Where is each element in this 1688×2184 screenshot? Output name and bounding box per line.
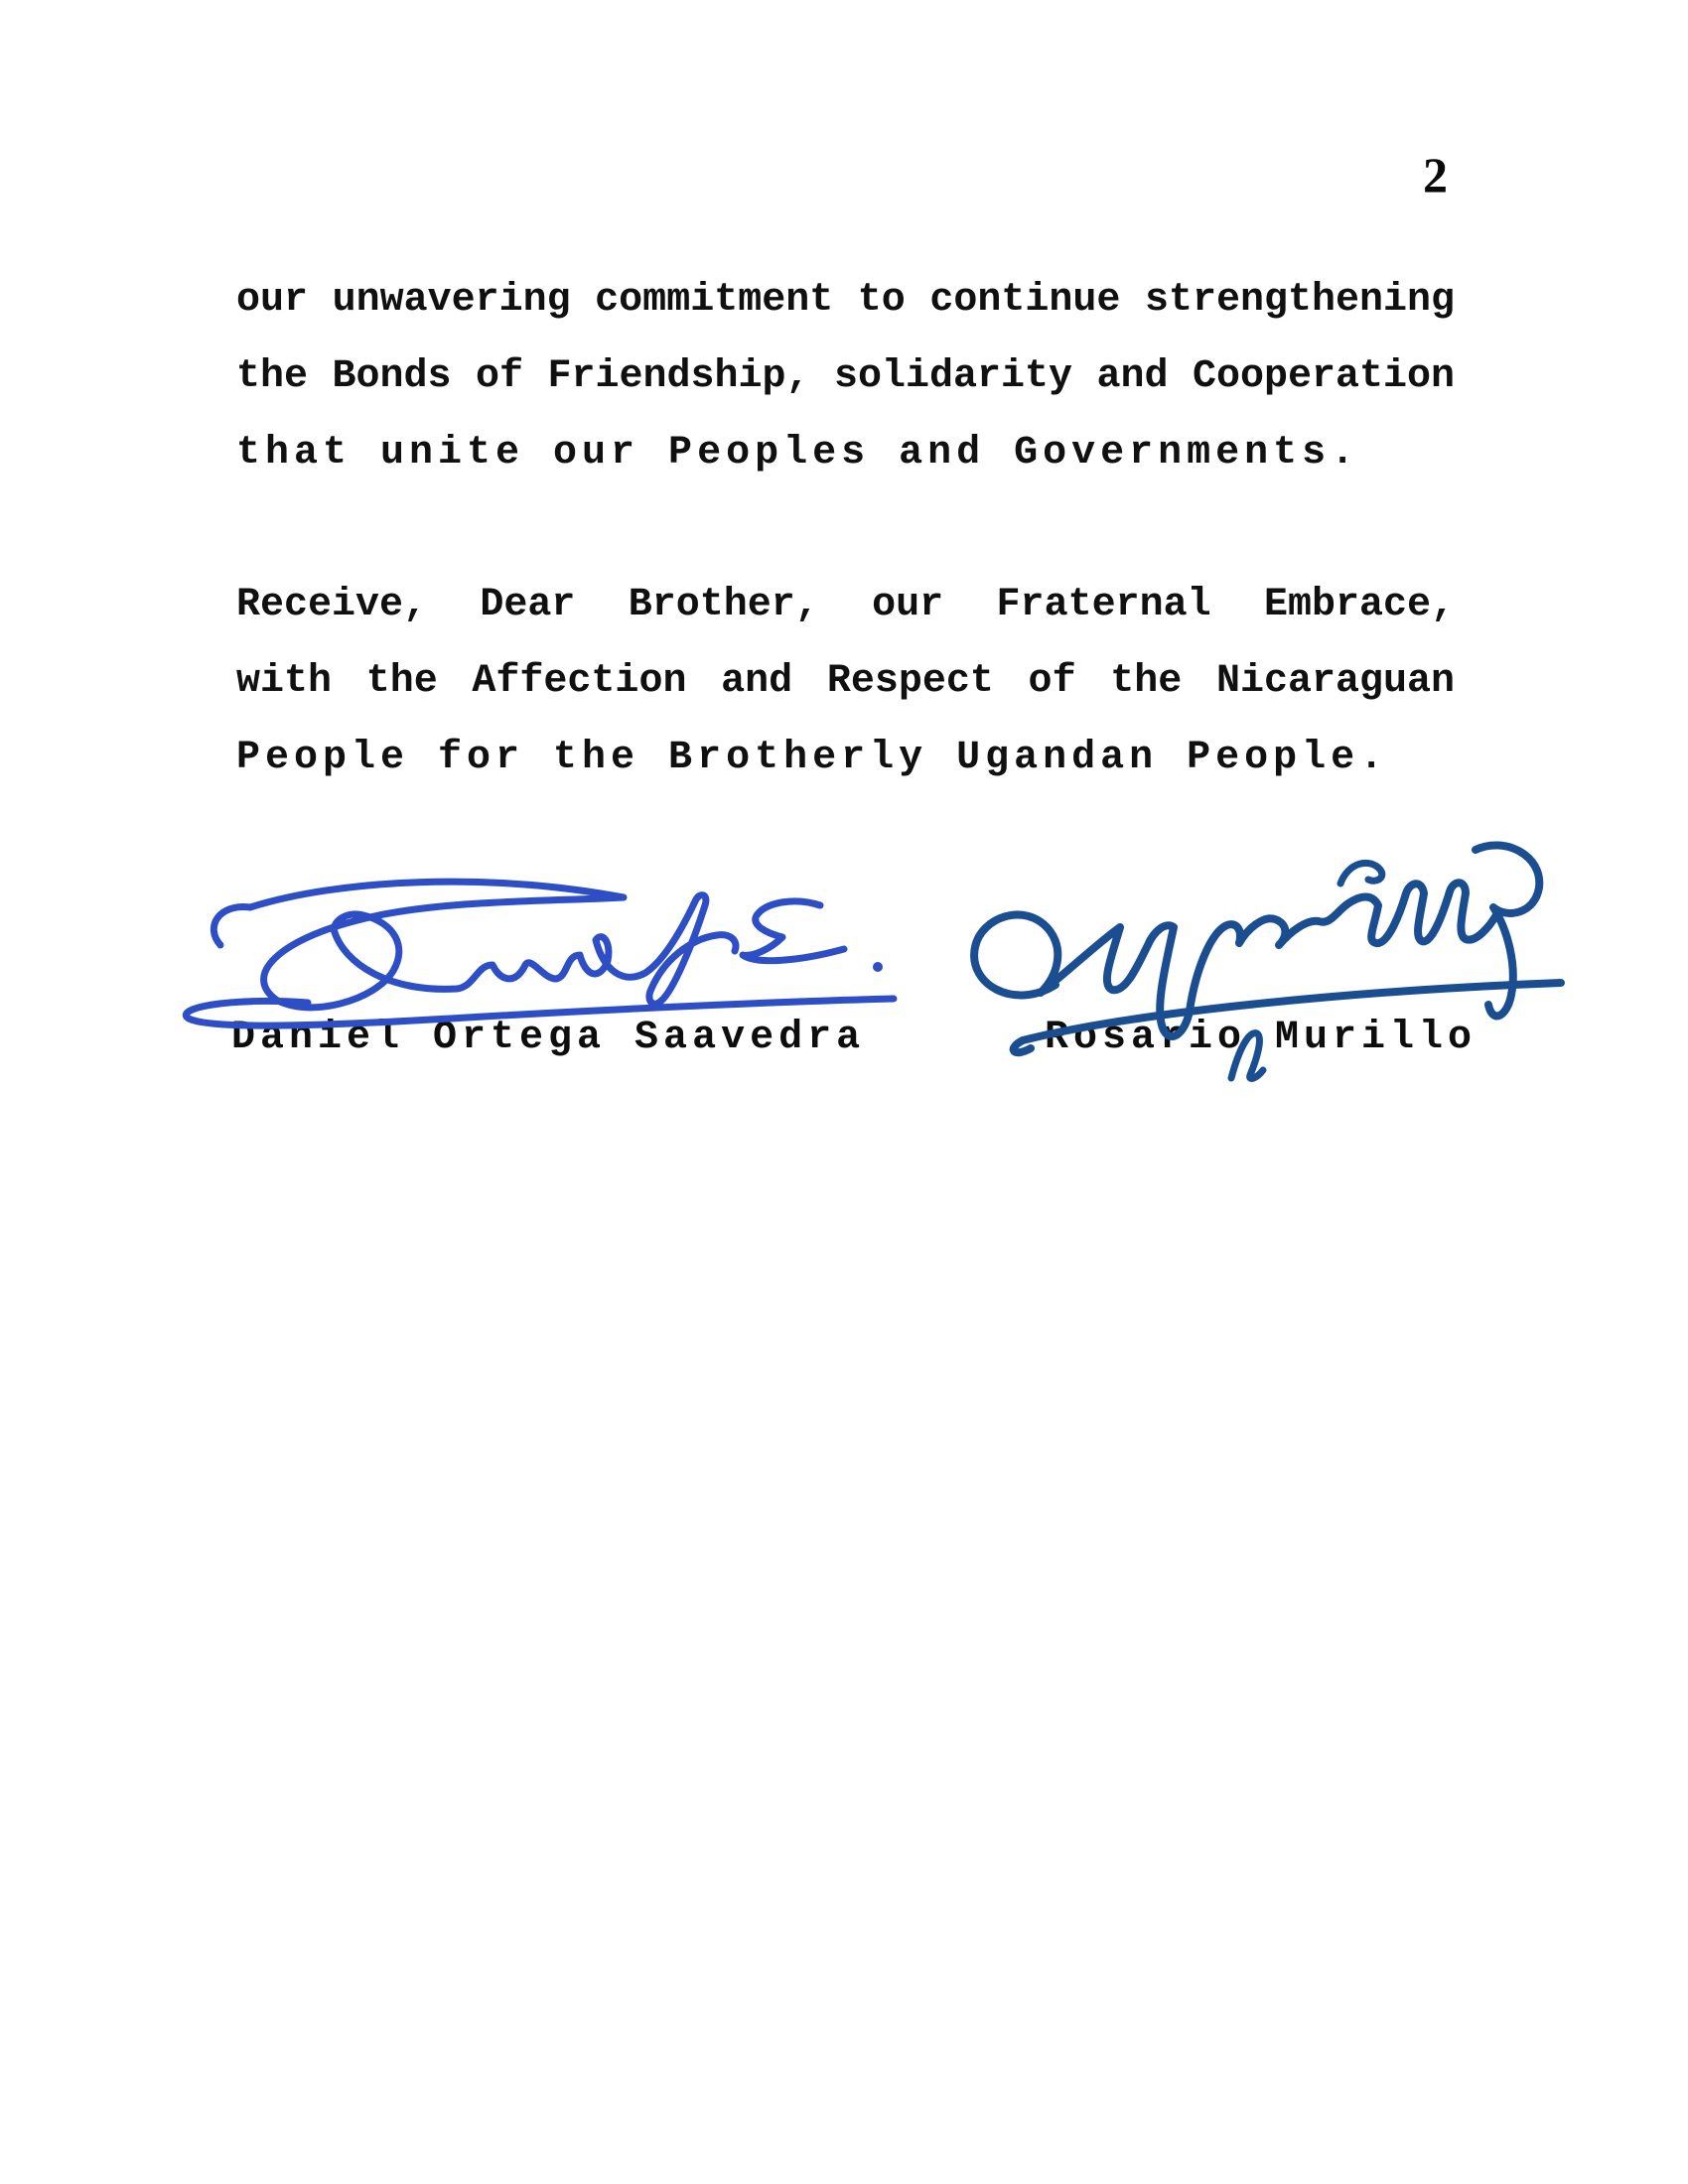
typed-name-daniel-ortega: Daniel Ortega Saavedra [231, 1016, 866, 1060]
page-number: 2 [1423, 147, 1448, 203]
typed-name-rosario-murillo: Rosario Murillo [1045, 1016, 1477, 1060]
paragraph-line: Receive, Dear Brother, our Fraternal Embrace, [236, 583, 1455, 627]
paragraph-commitment [236, 262, 1455, 491]
paragraph-line: People for the Brotherly Ugandan People. [236, 736, 1389, 780]
paragraph-line: the Bonds of Friendship, solidarity and Cooperation [236, 354, 1455, 399]
daniel-ortega-signature-image [159, 844, 914, 1037]
paragraph-line: that unite our Peoples and Governments. [236, 431, 1360, 476]
paragraph-line: with the Affection and Respect of the Nicaraguan [236, 659, 1455, 704]
signature-pen-dot [873, 962, 883, 972]
paragraph-farewell [236, 567, 1455, 796]
signature-ink-left [186, 882, 894, 1025]
paragraph-line: our unwavering commitment to continue strengthening [236, 278, 1455, 323]
